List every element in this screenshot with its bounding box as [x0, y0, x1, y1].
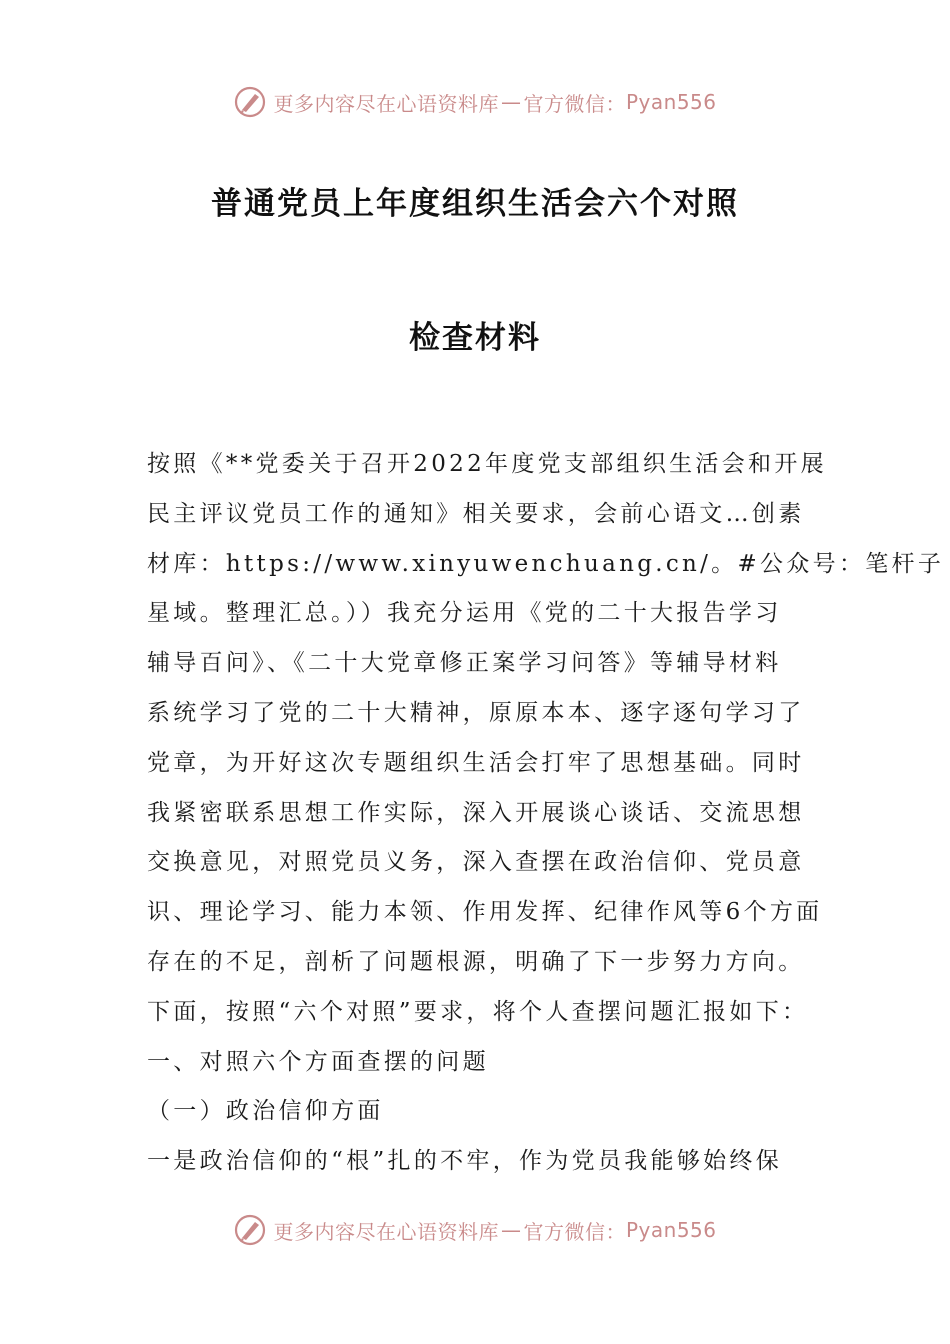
body-line: 星域。整理汇总。））我充分运用《党的二十大报告学习 — [147, 600, 782, 627]
watermark-separator: — — [500, 90, 522, 114]
watermark-label: 官方微信： — [523, 91, 626, 116]
watermark-separator: — — [500, 1218, 522, 1242]
quill-logo-icon — [233, 1213, 267, 1247]
body-line: 材库：https://www.xinyuwenchuang.cn/。#公众号：笔杆子 — [147, 550, 945, 577]
body-line: 辅导百问》、《二十大党章修正案学习问答》等辅导材料 — [147, 650, 782, 677]
watermark-label: 官方微信： — [523, 1219, 626, 1244]
document-body — [147, 440, 945, 1187]
quill-logo-icon — [233, 85, 267, 119]
body-line: 民主评议党员工作的通知》相关要求，会前心语文…创素 — [147, 500, 805, 527]
body-line: 一是政治信仰的“根”扎的不牢，作为党员我能够始终保 — [147, 1148, 783, 1175]
body-line: 我紧密联系思想工作实际，深入开展谈心谈话、交流思想 — [147, 799, 805, 826]
header-watermark — [0, 82, 950, 122]
body-line: 党章，为开好这次专题组织生活会打牢了思想基础。同时 — [147, 749, 805, 776]
body-line: 交换意见，对照党员义务，深入查摆在政治信仰、党员意 — [147, 849, 805, 876]
document-title-line1: 普通党员上年度组织生活会六个对照 — [211, 186, 739, 222]
body-line: 系统学习了党的二十大精神，原原本本、逐字逐句学习了 — [147, 699, 805, 726]
watermark-handle: Pyan556 — [625, 90, 717, 114]
subsection-heading: （一）政治信仰方面 — [147, 1098, 384, 1125]
body-line: 按照《**党委关于召开2022年度党支部组织生活会和开展 — [147, 451, 827, 477]
body-line: 存在的不足，剖析了问题根源，明确了下一步努力方向。 — [147, 948, 805, 975]
watermark-handle: Pyan556 — [625, 1218, 717, 1242]
watermark-text: 更多内容尽在心语资料库 — [273, 1219, 499, 1244]
footer-watermark — [0, 1210, 950, 1250]
body-line: 下面，按照“六个对照”要求，将个人查摆问题汇报如下： — [147, 998, 809, 1025]
document-title-line2: 检查材料 — [409, 320, 541, 356]
body-line: 识、理论学习、能力本领、作用发挥、纪律作风等6个方面 — [147, 899, 823, 926]
watermark-text: 更多内容尽在心语资料库 — [273, 91, 499, 116]
section-heading: 一、对照六个方面查摆的问题 — [147, 1048, 489, 1075]
